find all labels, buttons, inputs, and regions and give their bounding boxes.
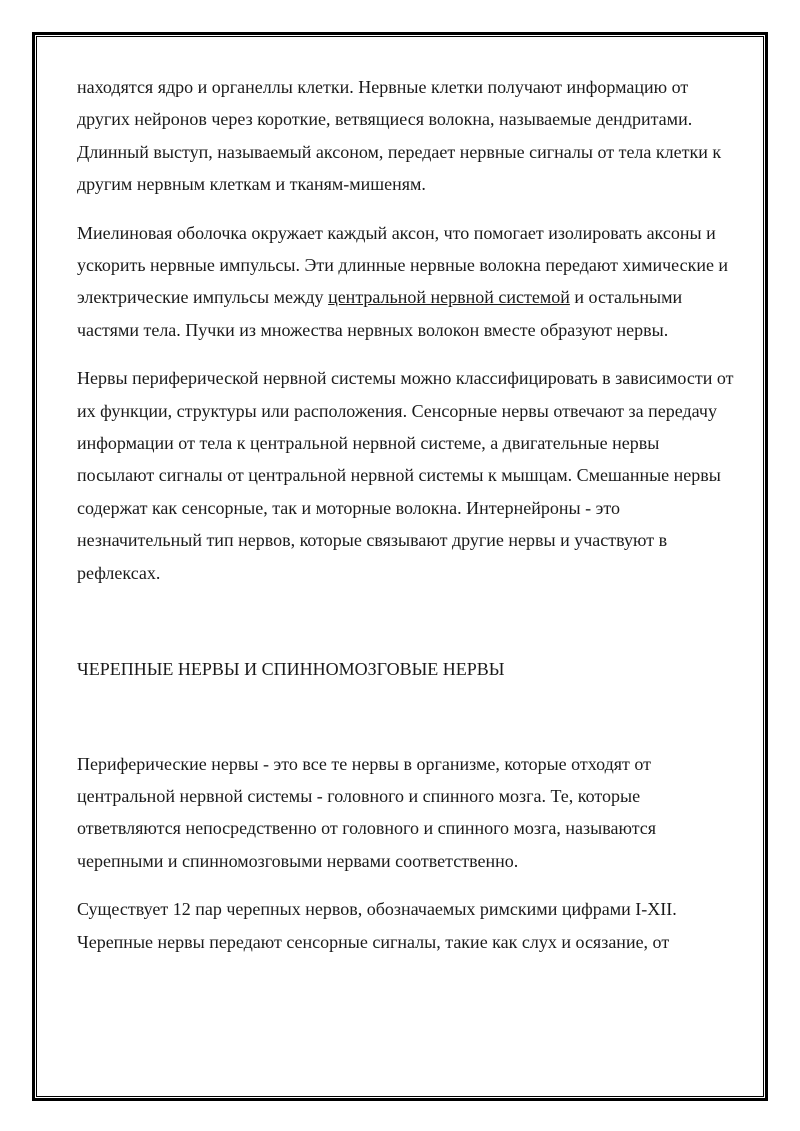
- paragraph-with-link: [77, 217, 737, 347]
- document-body: [77, 71, 737, 958]
- paragraph: Периферические нервы - это все те нервы в организме, которые отходят от центральной нервной системы - головного и спинного мозга. Те, которые ответвляются непосредственно от головного и спинного мозга, называются черепными и спинномозговыми нервами соответственно.: [77, 753, 657, 871]
- paragraph-text: и остальными частями тела. Пучки из множества нервных волокон вместе образуют нервы.: [77, 287, 683, 340]
- cns-link[interactable]: центральной нервной системой: [328, 287, 570, 308]
- paragraph: находятся ядро и органеллы клетки. Нервные клетки получают информацию от других нейронов через короткие, ветвящиеся волокна, называемые дендритами. Длинный выступ, называемый аксоном, передает нервные сигналы от тела клетки к другим нервным клеткам и тканям-мишеням.: [77, 77, 722, 195]
- paragraph: Нервы периферической нервной системы можно классифицировать в зависимости от их функции, структуры или расположения. Сенсорные нервы отвечают за передачу информации от тела к центральной нервной системе, а двигательные нервы посылают сигналы от центральной нервной системы к мышцам. Смешанные нервы содержат как сенсорные, так и моторные волокна. Интернейроны - это незначительный тип нервов, которые связывают другие нервы и участвуют в рефлексах.: [77, 368, 734, 583]
- section-heading: ЧЕРЕПНЫЕ НЕРВЫ И СПИННОМОЗГОВЫЕ НЕРВЫ: [77, 659, 505, 680]
- paragraph: Существует 12 пар черепных нервов, обозначаемых римскими цифрами I-XII. Черепные нервы передают сенсорные сигналы, такие как слух и осязание, от: [77, 899, 677, 952]
- paragraph-text: Миелиновая оболочка окружает каждый аксон, что помогает изолировать аксоны и ускорить нервные импульсы. Эти длинные нервные волокна передают химические и электрические импульсы между: [77, 222, 729, 308]
